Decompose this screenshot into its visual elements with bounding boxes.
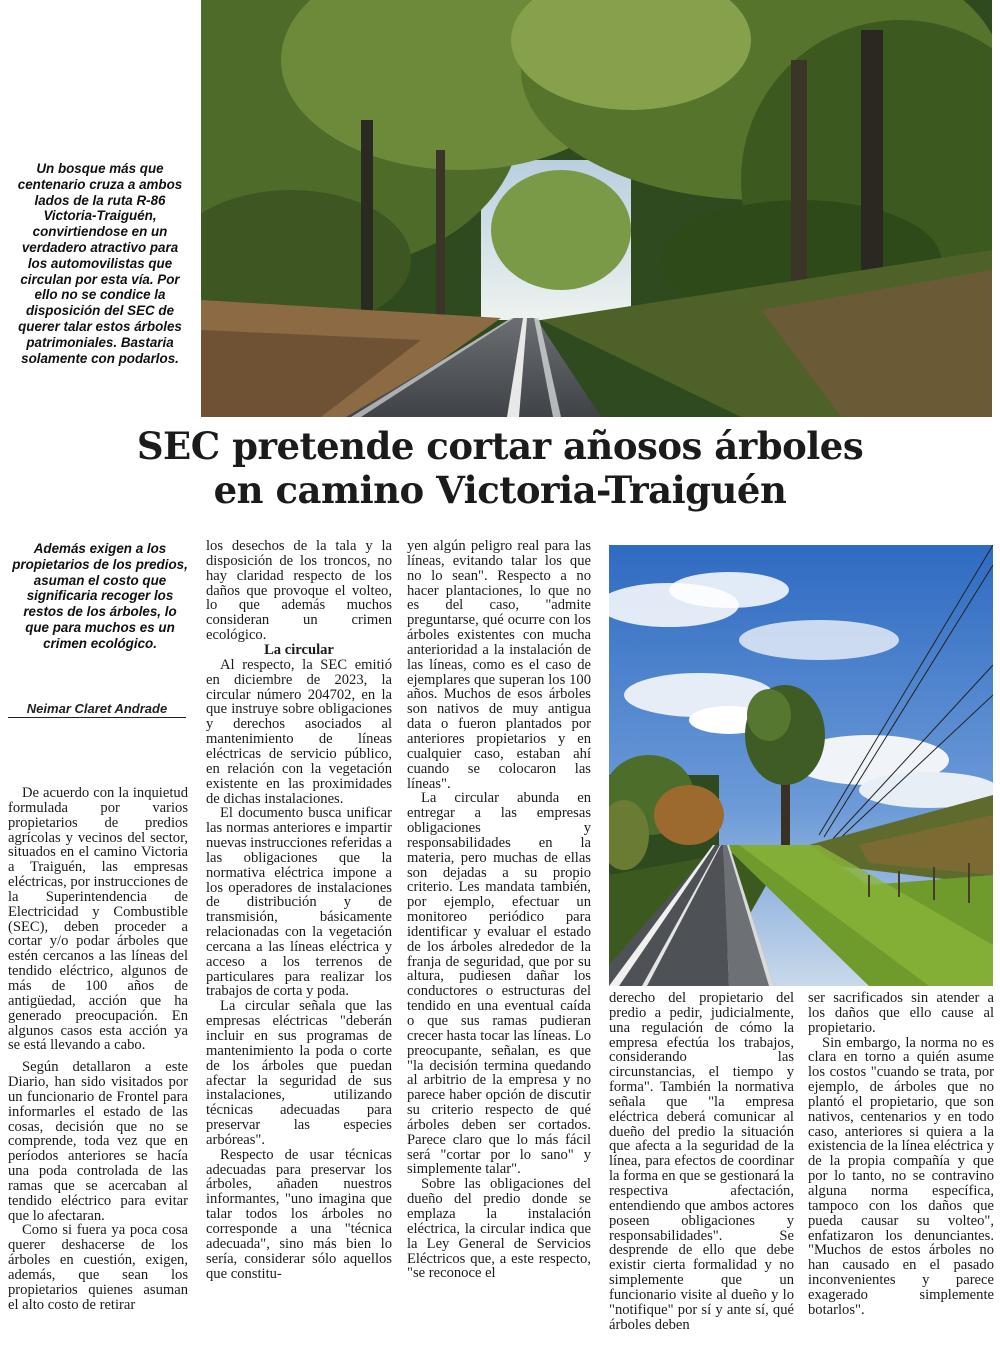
subheading-la-circular: La circular [264, 641, 334, 658]
road-powerlines-illustration [609, 545, 993, 986]
paragraph: La circular señala que las empresas eléctricas "deberán incluir en sus programas de mantenimiento la poda o corte de los árboles que puedan afectar la seguridad de sus instalaciones, utilizando técnicas adecuadas para preservar las especies arbóreas". [206, 998, 392, 1148]
article-column-3 [407, 539, 591, 1354]
paragraph: La circular abunda en entregar a las empresas obligaciones y responsabilidades en la materia, pero muchas de ellas son dejadas a su propio criterio. Les mandata también, por ejemplo, efectuar un monitoreo periódico para identificar y evaluar el estado de los árboles alrededor de la franja de seguridad, que por su altura, pudiesen dañar los conductores o estructuras del tendido en una eventual caída o que sus ramas pudieran crecer hasta tocar las líneas. Lo preocupante, señalan, es que "la decisión termina quedando al arbitrio de la empresa y no parece haber opción de discutir su criterio respecto de qué árboles deben ser cortados. Parece claro que lo más fácil será "cortar por lo sano" y simplemente talar". [407, 790, 591, 1178]
paragraph: Según detallaron a este Diario, han sido visitados por un funcionario de Frontel para informarles el estado de las cosas, decisión que no se comprende, toda vez que en períodos anteriores se hacía una poda controlada de las ramas que se acercaban al tendido eléctrico para evitar que lo afectaran. [8, 1059, 188, 1224]
lead-caption: Además exigen a los propietarios de los predios, asuman el costo que significaria recoger los restos de los árboles, lo que para muchos es un crimen ecológico. [12, 541, 188, 651]
paragraph: De acuerdo con la inquietud formulada por varios propietarios de predios agrícolas y vecinos del sector, situados en el camino Victoria a Traiguén, las empresas eléctricas, por instrucciones de la Superintendencia de Electricidad y Combustible (SEC), deben proceder a cortar y/o podar árboles que estén cercanos a las líneas del tendido eléctrico, algunos de más de 100 años de antigüedad, acción que ha generado preocupación. En algunos casos esta acción ya se está llevando a cabo. [8, 786, 188, 1054]
paragraph: derecho del propietario del predio a pedir, judicialmente, una regulación de cómo la empresa efectúa los trabajos, considerando las circunstancias, el tiempo y forma". También la normativa señala que "la empresa eléctrica deberá comunicar al dueño del predio la situación que afecta a la seguridad de la línea, para efectos de coordinar la forma en que se gestionará la respectiva afectación, entendiendo que ambos actores poseen obligaciones y responsabilidades". Se desprende de ello que debe existir cierta formalidad y no simplemente que un funcionario visite al dueño y lo "notifique" por sí y ante sí, qué árboles deben [609, 991, 794, 1333]
headline-line-2: en camino Victoria-Traiguén [213, 468, 787, 512]
article-column-5 [808, 991, 994, 1354]
article-column-2 [206, 539, 392, 1354]
paragraph: yen algún peligro real para las líneas, evitando talar los que no lo sean". Respecto a no hacer plantaciones, lo que no es del caso, "admite preguntarse, qué ocurre con los árboles existentes con mucha anterioridad a la instalación de las líneas, como es el caso de ejemplares que superan los 100 años. Muchos de esos árboles son nativos de muy antigua data o fueron plantados por anteriores propietarios y en cualquier caso, estaban ahí cuando se colocaron las líneas". [407, 539, 591, 792]
paragraph: ser sacrificados sin atender a los daños que ello cause al propietario. [808, 991, 994, 1036]
byline: Neimar Claret Andrade [8, 701, 186, 718]
forest-road-photo [201, 0, 992, 417]
paragraph: El documento busca unificar las normas anteriores e impartir nuevas instrucciones referidas a las obligaciones que la normativa eléctrica impone a los operadores de instalaciones de distribución y de transmisión, básicamente relacionadas con la vegetación cercana a las líneas eléctrica y acceso a los terrenos de particulares para realizar los trabajos de corta y poda. [206, 805, 392, 1000]
road-powerlines-photo [609, 545, 993, 986]
paragraph: Como si fuera ya poca cosa querer deshacerse de los árboles en cuestión, exigen, además, que sean los propietarios quienes asuman el alto costo de retirar [8, 1222, 188, 1313]
paragraph: Al respecto, la SEC emitió en diciembre de 2023, la circular número 204702, en la que instruye sobre obligaciones y derechos asociados al mantenimiento de líneas eléctricas de servicio público, en relación con la vegetación existente en las proximidades de dichas instalaciones. [206, 656, 392, 807]
paragraph: Sin embargo, la norma no es clara en torno a quién asume los costos "cuando se trata, por ejemplo, de árboles que no plantó el propietario, que son nativos, centenarios y en todo caso, anteriores si quiera a la existencia de la línea eléctrica y de la propia compañía y que por lo tanto, no se contravino alguna norma específica, tampoco con los daños que pueda causar su volteo", enfatizaron los denunciantes. "Muchos de estos árboles no han causado en el pasado inconvenientes y parece exagerado simplemente botarlos". [808, 1034, 994, 1318]
headline [40, 424, 960, 512]
forest-road-illustration [201, 0, 992, 417]
paragraph: Respecto de usar técnicas adecuadas para preservar los árboles, añaden nuestros informantes, "uno imagina que talar todos los árboles no corresponde a una "técnica adecuada", sino más bien lo sería, considerar sólo aquellos que constitu- [206, 1146, 392, 1282]
paragraph: Sobre las obligaciones del dueño del predio donde se emplaza la instalación eléctrica, la circular indica que la Ley General de Servicios Eléctricos que, a este respecto, "se reconoce el [407, 1176, 591, 1282]
headline-line-1: SEC pretende cortar añosos árboles [136, 424, 864, 468]
paragraph: los desechos de la tala y la disposición de los troncos, no hay claridad respecto de los daños que provoque el volteo, lo que además muchos consideran un crimen ecológico. [206, 539, 392, 644]
article-column-1 [8, 786, 188, 1352]
article-column-4 [609, 991, 794, 1354]
top-photo-caption: Un bosque más que centenario cruza a ambos lados de la ruta R-86 Victoria-Traiguén, convirtiendose en un verdadero atractivo para los automovilistas que circulan por esta vía. Por ello no se condice la disposición del SEC de querer talar estos árboles patrimoniales. Bastaria solamente con podarlos. [17, 161, 183, 366]
